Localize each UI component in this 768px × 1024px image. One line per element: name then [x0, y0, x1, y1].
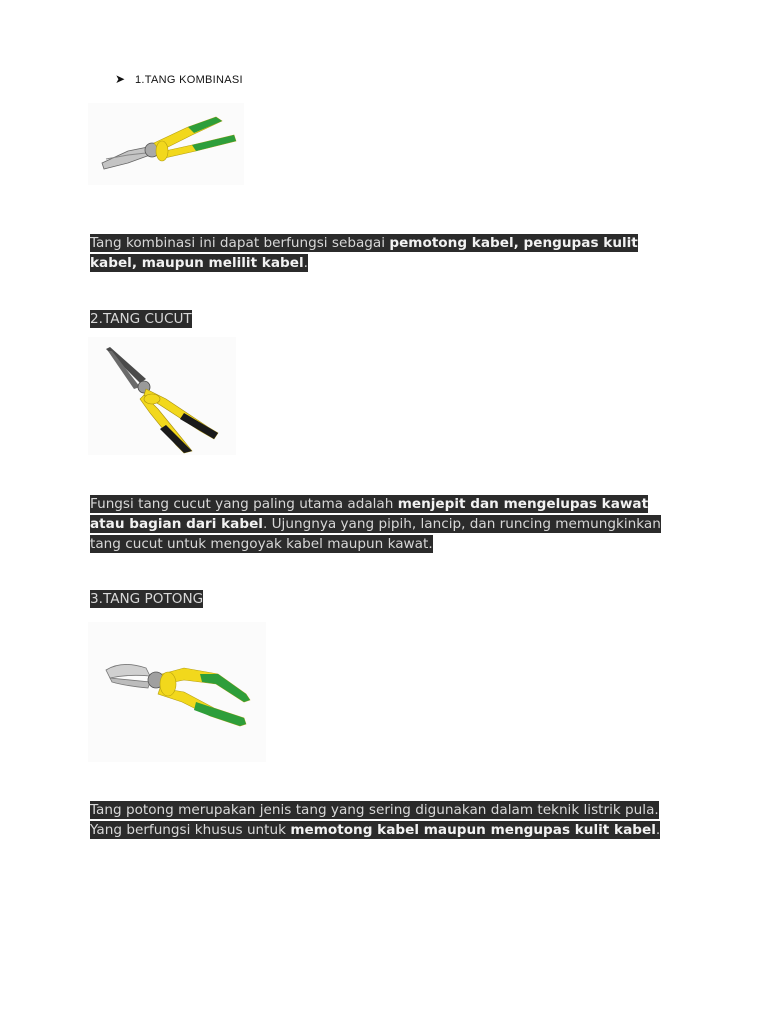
section3-description — [90, 800, 680, 840]
section1-desc-end: . — [303, 255, 308, 271]
cutting-pliers-image — [88, 622, 266, 762]
section1-title: 1.TANG KOMBINASI — [135, 74, 243, 86]
section3-heading — [90, 590, 203, 608]
section2-desc-plain: Fungsi tang cucut yang paling utama adalah — [90, 496, 398, 512]
section2-description — [90, 494, 680, 554]
section2-desc-bold: menjepit dan mengelupas kawat atau bagian dari kabel — [90, 496, 649, 532]
cutting-pliers-icon — [88, 622, 266, 762]
section2-heading — [90, 310, 192, 328]
bullet-arrow-icon: ➤ — [115, 72, 126, 86]
section1-desc-plain: Tang kombinasi ini dapat berfungsi sebagai — [90, 235, 390, 251]
combination-pliers-image — [88, 103, 244, 185]
section2-title: 2.TANG CUCUT — [90, 311, 192, 327]
section3-title: 3.TANG POTONG — [90, 591, 204, 607]
section3-desc-plain: Tang potong merupakan jenis tang yang sering digunakan dalam teknik listrik pula. Yang berfungsi khusus untuk — [90, 802, 659, 838]
long-nose-pliers-icon — [88, 337, 236, 455]
combination-pliers-icon — [88, 103, 244, 185]
section1-desc-bold: pemotong kabel, pengupas kulit kabel, maupun melilit kabel — [90, 235, 638, 271]
section3-desc-bold: memotong kabel maupun mengupas kulit kabel — [290, 822, 656, 838]
long-nose-pliers-image — [88, 337, 236, 455]
section1-heading — [115, 72, 243, 86]
section3-desc-end: . — [655, 822, 661, 838]
section1-description — [90, 233, 680, 273]
section2-desc-end: . Ujungnya yang pipih, lancip, dan runcing memungkinkan tang cucut untuk mengoyak kabel maupun kawat. — [90, 516, 661, 552]
